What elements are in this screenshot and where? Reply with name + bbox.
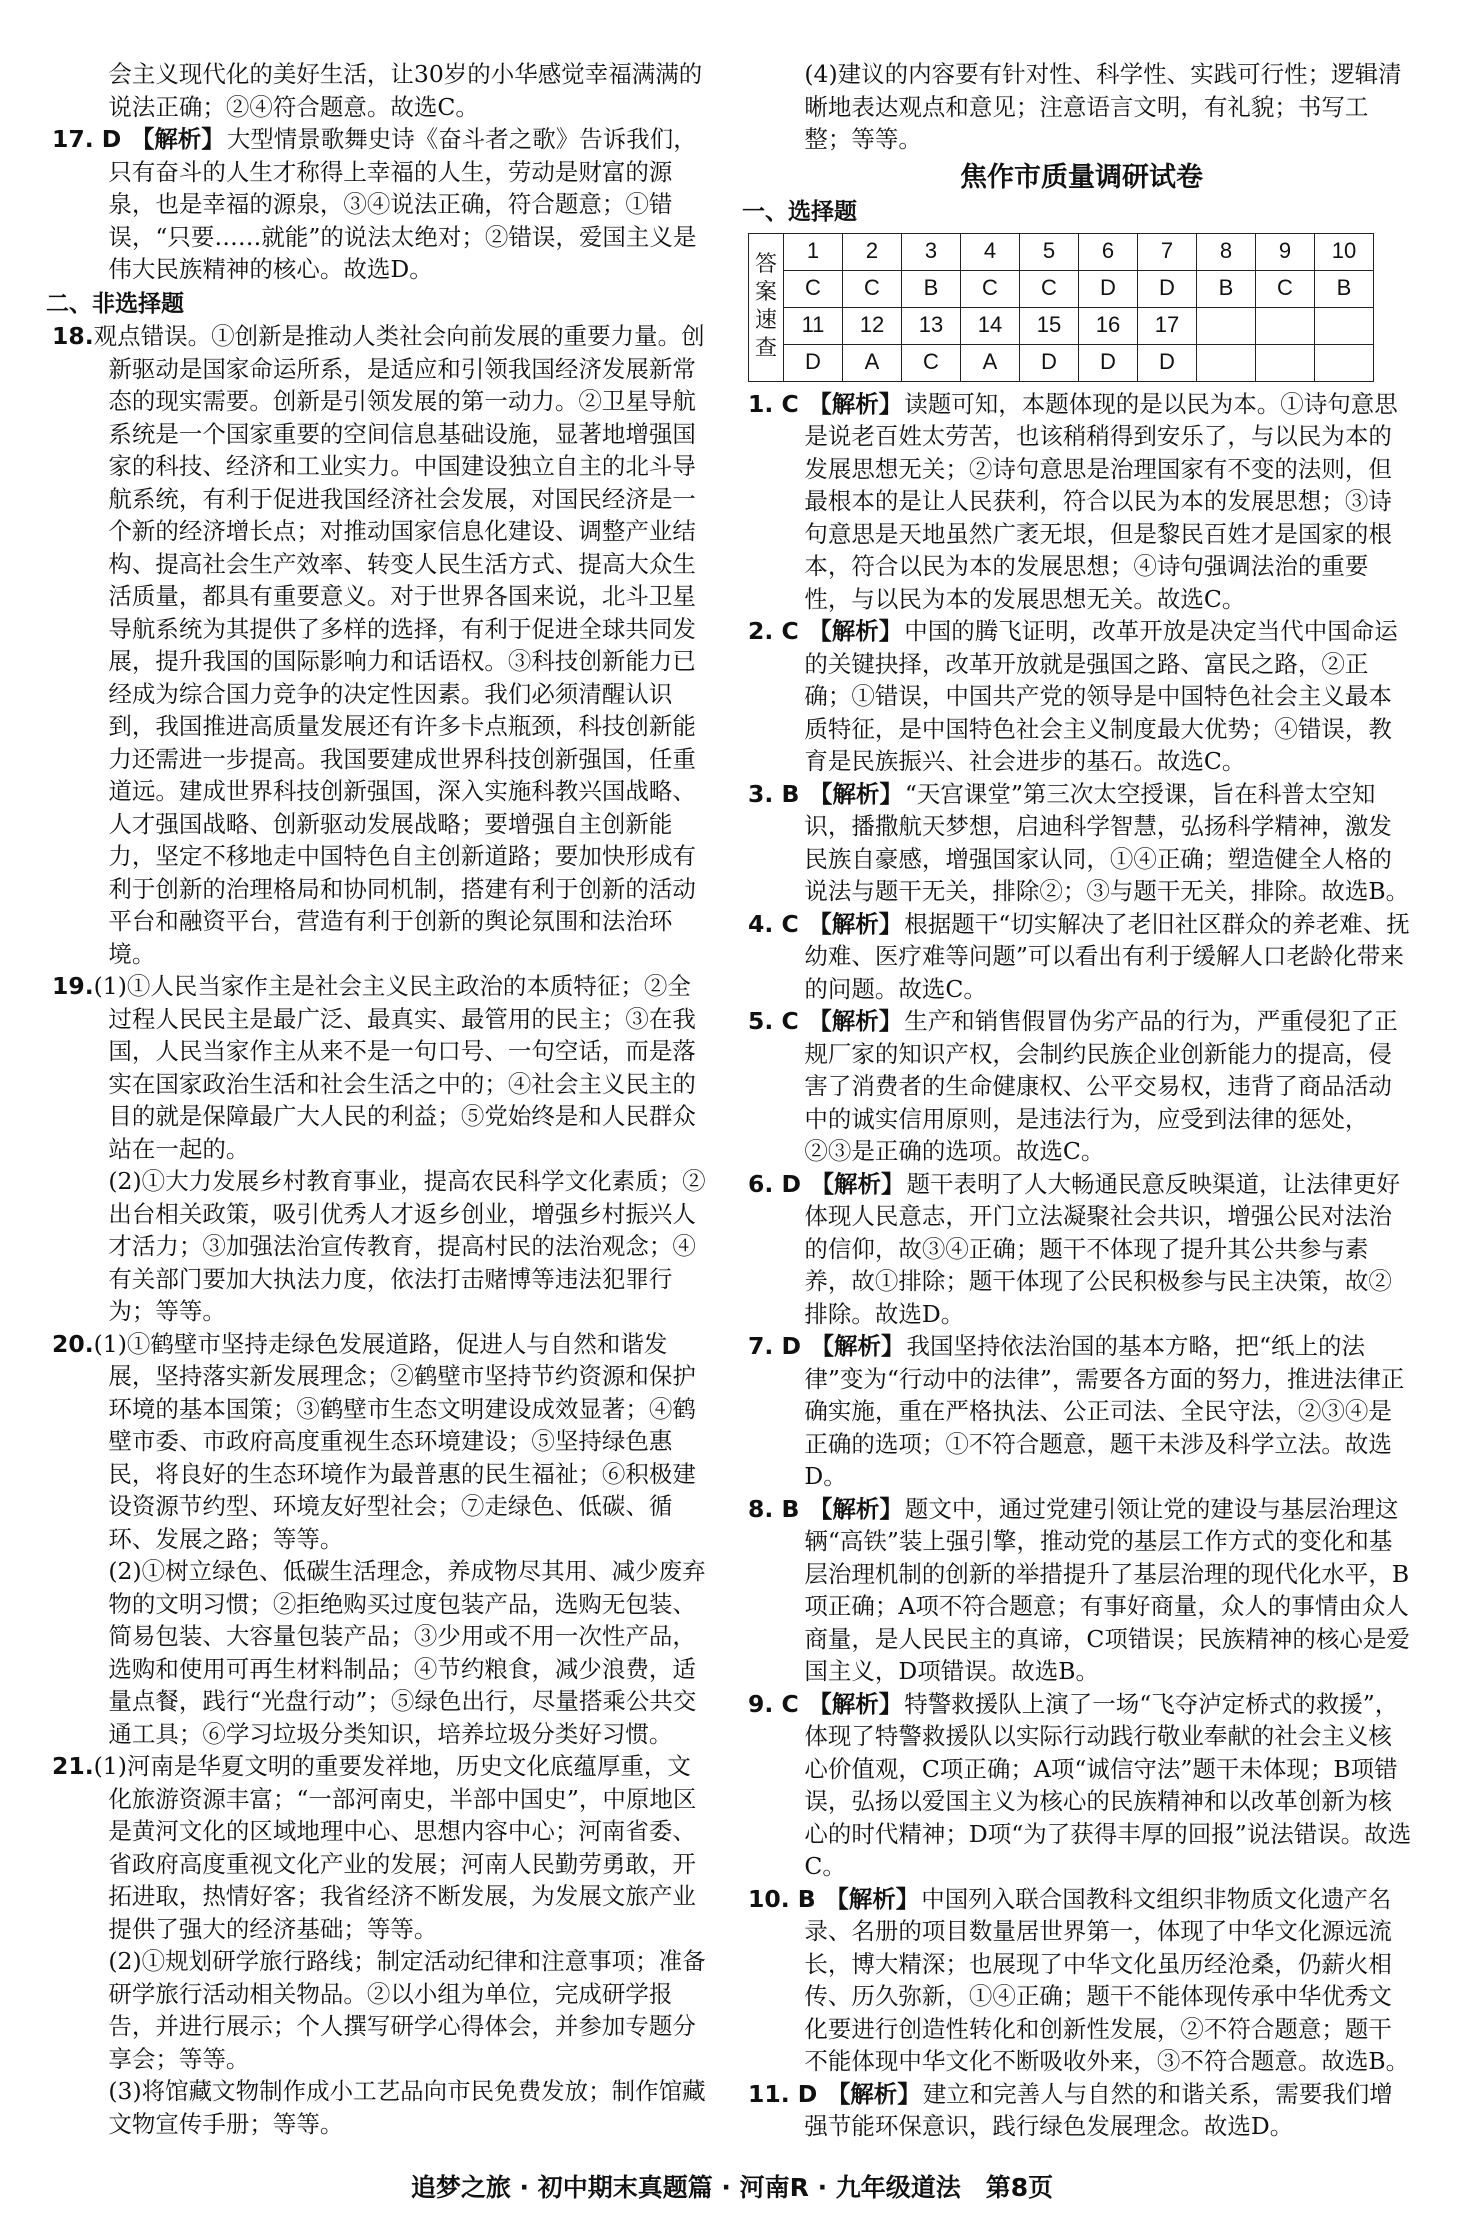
answer-20-part2: (2)①树立绿色、低碳生活理念，养成物尽其用、减少废弃物的文明习惯；②拒绝购买过度包装产品，选购无包装、简易包装、大容量包装产品；③少用或不用一次性产品，选购和使用可再生材料制品；④节约粮食，减少浪费，适量点餐，践行“光盘行动”；⑤绿色出行，尽量搭乘公共交通工具；⑥学习垃圾分类知识，培养垃圾分类好习惯。 [108,1557,706,1748]
table-cell: 10 [1315,233,1374,270]
analysis-tag: 【解析】 [130,125,225,153]
table-cell: 15 [1020,307,1079,344]
table-cell: 3 [902,233,961,270]
table-row [749,233,1374,270]
table-cell: 4 [961,233,1020,270]
table-cell: 17 [1138,307,1197,344]
answer-number: 21. [52,1752,94,1780]
table-cell [1197,344,1256,381]
answer-2: 2. C 【解析】中国的腾飞证明，改革开放是决定当代中国命运的关键抉择，改革开放就是强国之路、富民之路，②正确；①错误，中国共产党的领导是中国特色社会主义最本质特征，是中国特色社会主义制度最大优势；④错误，教育是民族振兴、社会进步的基石。故选C。 [748,617,1398,775]
q21-part4-continuation: (4)建议的内容要有针对性、科学性、实践可行性；逻辑清晰地表达观点和意见；注意语言文明，有礼貌；书写工整；等等。 [804,60,1402,153]
table-cell: C [902,344,961,381]
answer-key-table [748,233,1374,382]
answer-6: 6. D 【解析】题干表明了人大畅通民意反映渠道，让法律更好体现人民意志，开门立法凝聚社会共识，增强公民对法治的信仰，故③④正确；题干不体现了提升其公共参与素养，故①排除；题干体现了公民积极参与民主决策，故②排除。故选D。 [748,1169,1400,1328]
answer-key-label: 答 案 速 查 [749,233,784,381]
answer-number: 18. [52,322,94,350]
table-cell: 9 [1256,233,1315,270]
answer-8: 8. B 【解析】题文中，通过党建引领让党的建设与基层治理这辆“高铁”装上强引擎，推动党的基层工作方式的变化和基层治理机制的创新的举措提升了基层治理的现代化水平，B项正确；A项不符合题意；有事好商量，众人的事情由众人商量，是人民民主的真谛，C项错误；民族精神的核心是爱国主义，D项错误。故选B。 [748,1494,1410,1685]
right-column [742,58,1415,2143]
table-cell: D [1079,270,1138,307]
table-cell: A [843,344,902,381]
answer-5: 5. C 【解析】生产和销售假冒伪劣产品的行为，严重侵犯了正规厂家的知识产权，会制约民族企业创新能力的提高，侵害了消费者的生命健康权、公平交易权，违背了商品活动中的诚实信用原则，是违法行为，应受到法律的惩处，②③是正确的选项。故选C。 [748,1007,1398,1165]
table-cell [1197,307,1256,344]
table-cell: 2 [843,233,902,270]
answer-number: 19. [52,972,94,1000]
answer-21-part1 [52,1750,714,1945]
q16-continuation: 会主义现代化的美好生活，让30岁的小华感觉幸福满满的说法正确；②④符合题意。故选C。 [108,60,703,121]
answer-21-part3: (3)将馆藏文物制作成小工艺品向市民免费发放；制作馆藏文物宣传手册；等等。 [108,2077,706,2138]
table-cell: 16 [1079,307,1138,344]
table-cell: C [784,270,843,307]
section-heading-choice: 一、选择题 [742,199,857,225]
table-cell: 1 [784,233,843,270]
table-cell: 8 [1197,233,1256,270]
table-cell [1256,307,1315,344]
answer-7: 7. D 【解析】我国坚持依法治国的基本方略，把“纸上的法律”变为“行动中的法律”，需要各方面的努力，推进法律正确实施，重在严格执法、公正司法、全民守法，②③④是正确的选项；①不符合题意，题干未涉及科学立法。故选D。 [748,1332,1405,1490]
table-cell: D [1079,344,1138,381]
answer-1: 1. C 【解析】读题可知，本题体现的是以民为本。①诗句意思是说老百姓太劳苦，也该稍稍得到安乐了，与以民为本的发展思想无关；②诗句意思是治理国家有不变的法则，但最根本的是让人民获利，符合以民为本的发展思想；③诗句意思是天地虽然广袤无垠，但是黎民百姓才是国家的根本，符合以民为本的发展思想；④诗句强调法治的重要性，与以民为本的发展思想无关。故选C。 [748,389,1398,613]
answer-4: 4. C 【解析】根据题干“切实解决了老旧社区群众的养老难、抚幼难、医疗难等问题”可以看出有利于缓解人口老龄化带来的问题。故选C。 [748,909,1410,1003]
answer-number: 20. [52,1329,94,1358]
table-row [749,344,1374,381]
exam-title: 焦作市质量调研试卷 [960,161,1203,193]
page-footer: 追梦之旅 · 初中期末真题篇 · 河南R · 九年级道法 第8页 [410,2173,1054,2202]
table-cell [1315,307,1374,344]
answer-text: (1)①人民当家作主是社会主义民主政治的本质特征；②全过程人民民主是最广泛、最真实、最管用的民主；③在我国，人民当家作主从来不是一句口号、一句空话，而是落实在国家政治生活和社会生活之中的；④社会主义民主的目的就是保障最广大人民的利益；⑤党始终是和人民群众站在一起的。 [93,972,696,1163]
table-cell: D [784,344,843,381]
answer-19-part1 [52,970,714,1165]
table-cell: C [843,270,902,307]
answer-18 [52,320,714,970]
section-heading-nonchoice: 二、非选择题 [46,290,184,317]
answer-10: 10. B 【解析】中国列入联合国教科文组织非物质文化遗产名录、名册的项目数量居世界第一，体现了中华文化源远流长，博大精深；也展现了中华文化虽历经沧桑，仍薪火相传、历久弥新，①④正确；题干不能体现传承中华优秀文化要进行创造性转化和创新性发展，②不符合题意；题干不能体现中华文化不断吸收外来，③不符合题意。故选B。 [748,1884,1410,2075]
answer-text: 观点错误。①创新是推动人类社会向前发展的重要力量。创新驱动是国家命运所系，是适应和引领我国经济发展新常态的现实需要。创新是引领发展的第一动力。②卫星导航系统是一个国家重要的空间信息基础设施，显著地增强国家的科技、经济和工业实力。中国建设独立自主的北斗导航系统，有利于促进我国经济社会发展，对国民经济是一个新的经济增长点；对推动国家信息化建设、调整产业结构、提高社会生产效率、转变人民生活方式、提高大众生活质量，都具有重要意义。对于世界各国来说，北斗卫星导航系统为其提供了多样的选择，有利于促进全球共同发展，提升我国的国际影响力和话语权。③科技创新能力已经成为综合国力竞争的决定性因素。我们必须清醒认识到，我国推进高质量发展还有许多卡点瓶颈，科技创新能力还需进一步提高。我国要建成世界科技创新强国，任重道远。建成世界科技创新强国，深入实施科教兴国战略、人才强国战略、创新驱动发展战略；要增强自主创新能力，坚定不移地走中国特色自主创新道路；要加快形成有利于创新的治理格局和协同机制，搭建有利于创新的活动平台和融资平台，营造有利于创新的舆论氛围和法治环境。 [93,322,705,968]
table-cell: B [1315,270,1374,307]
table-cell: 7 [1138,233,1197,270]
answer-text: 大型情景歌舞史诗《奋斗者之歌》告诉我们，只有奋斗的人生才称得上幸福的人生，劳动是财富的源泉，也是幸福的源泉，③④说法正确，符合题意；①错误，“只要……就能”的说法太绝对；②错误，爱国主义是伟大民族精神的核心。故选D。 [108,125,697,283]
table-cell: C [961,270,1020,307]
answer-19-part2: (2)①大力发展乡村教育事业，提高农民科学文化素质；②出台相关政策，吸引优秀人才返乡创业，增强乡村振兴人才活力；③加强法治宣传教育，提高村民的法治观念；④有关部门要加大执法力度，依法打击赌博等违法犯罪行为；等等。 [108,1167,706,1325]
answer-20-part1 [52,1328,714,1556]
answer-text: (1)①鹤壁市坚持走绿色发展道路，促进人与自然和谐发展，坚持落实新发展理念；②鹤壁市坚持节约资源和保护环境的基本国策；③鹤壁市生态文明建设成效显著；④鹤壁市委、市政府高度重视生态环境建设；⑤坚持绿色惠民，将良好的生态环境作为最普惠的民生福祉；⑥积极建设资源节约型、环境友好型社会；⑦走绿色、低碳、循环、发展之路；等等。 [93,1329,696,1553]
table-cell: A [961,344,1020,381]
table-cell: D [1138,270,1197,307]
table-cell: 11 [784,307,843,344]
table-cell: B [1197,270,1256,307]
table-cell: 14 [961,307,1020,344]
answer-number: 17. D [52,125,122,153]
answer-text: (1)河南是华夏文明的重要发祥地，历史文化底蕴厚重，文化旅游资源丰富；“一部河南史，半部中国史”，中原地区是黄河文化的区域地理中心、思想内容中心；河南省委、省政府高度重视文化产业的发展；河南人民勤劳勇敢，开拓进取，热情好客；我省经济不断发展，为发展文旅产业提供了强大的经济基础；等等。 [93,1752,697,1943]
answer-11: 11. D 【解析】建立和完善人与自然的和谐关系，需要我们增强节能环保意识，践行绿色发展理念。故选D。 [748,2079,1393,2140]
answer-9: 9. C 【解析】特警救援队上演了一场“飞夺泸定桥式的救援”，体现了特警救援队以实际行动践行敬业奉献的社会主义核心价值观，C项正确；A项“诚信守法”题干未体现；B项错误，弘扬以爱国主义为核心的民族精神和以改革创新为核心的时代精神；D项“为了获得丰厚的回报”说法错误。故选C。 [748,1689,1412,1880]
table-cell [1256,344,1315,381]
table-cell [1315,344,1374,381]
table-cell: D [1020,344,1079,381]
answer-17 [52,123,714,286]
answer-21-part2: (2)①规划研学旅行路线；制定活动纪律和注意事项；准备研学旅行活动相关物品。②以小组为单位，完成研学报告，并进行展示；个人撰写研学心得体会，并参加专题分享会；等等。 [108,1947,706,2073]
table-cell: C [1256,270,1315,307]
left-column [46,58,714,2140]
table-cell: B [902,270,961,307]
answer-3: 3. B 【解析】“天宫课堂”第三次太空授课，旨在科普太空知识，播撒航天梦想，启迪科学智慧，弘扬科学精神，激发民族自豪感，增强国家认同，①④正确；塑造健全人格的说法与题干无关，排除②；③与题干无关，排除。故选B。 [748,779,1410,905]
table-cell: 13 [902,307,961,344]
table-cell: 6 [1079,233,1138,270]
table-row [749,270,1374,307]
table-row [749,307,1374,344]
table-cell: 5 [1020,233,1079,270]
table-cell: C [1020,270,1079,307]
table-cell: 12 [843,307,902,344]
table-cell: D [1138,344,1197,381]
